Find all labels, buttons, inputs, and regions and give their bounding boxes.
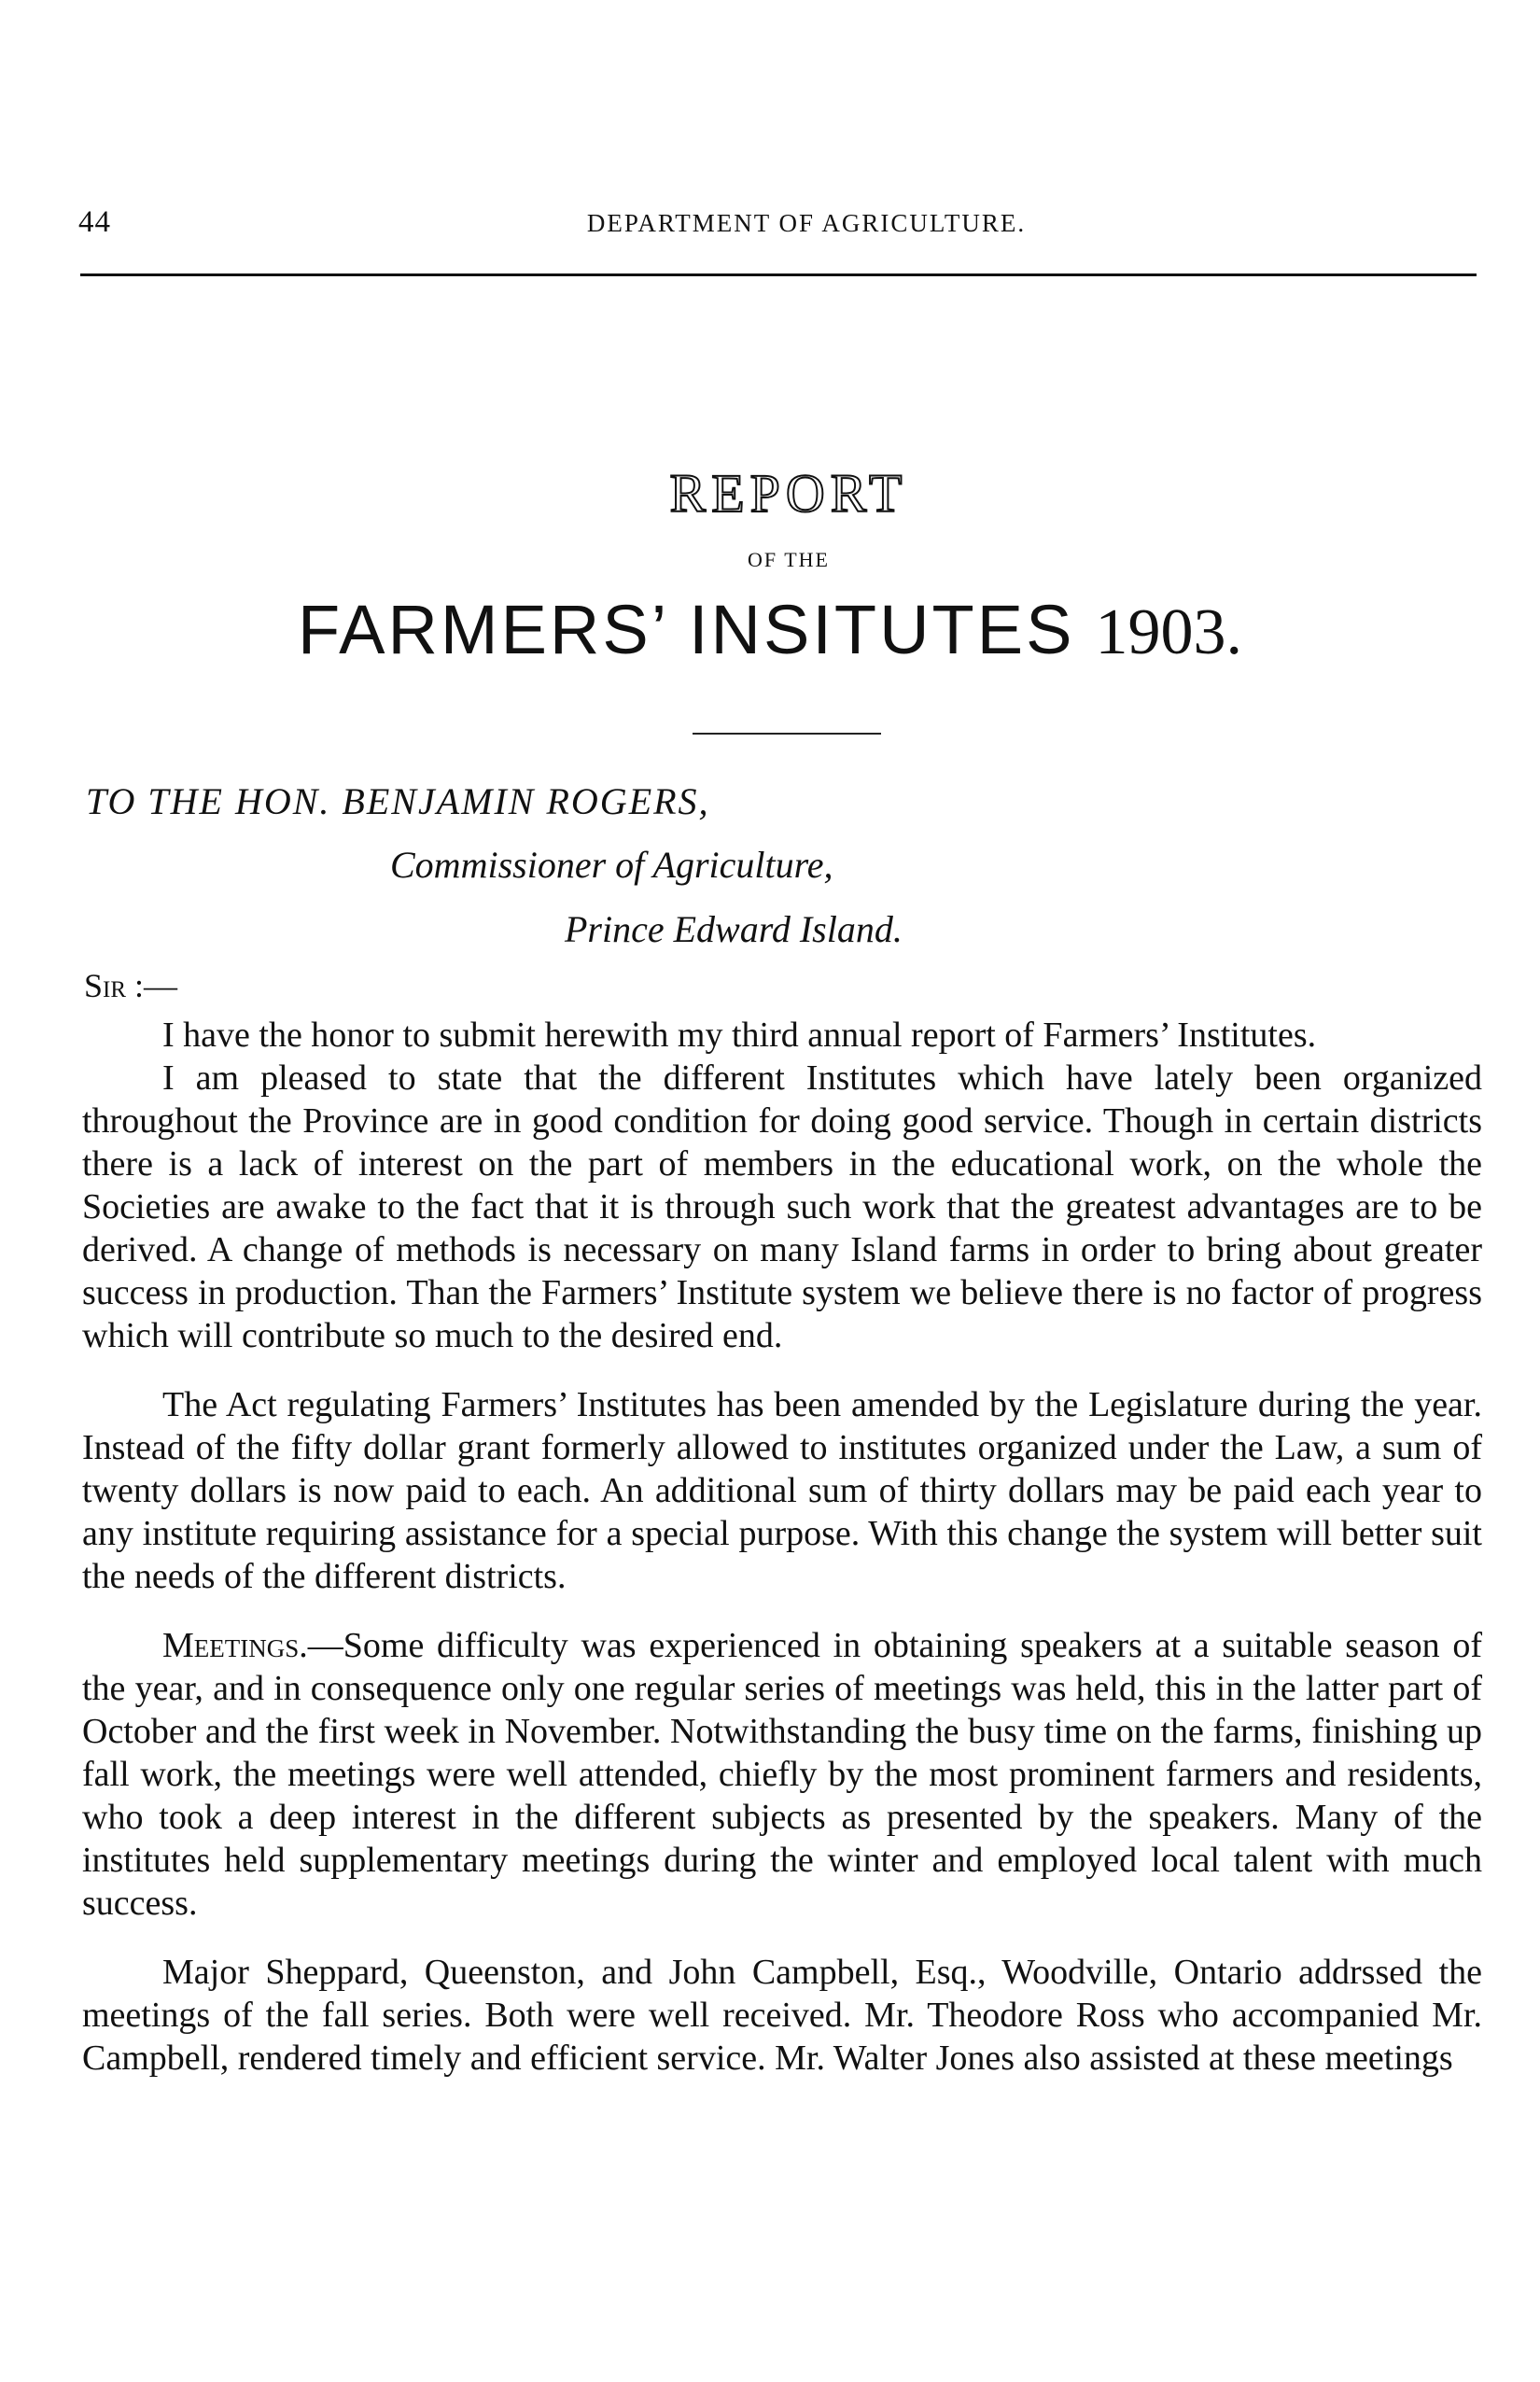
body-text xyxy=(82,1014,1482,2080)
address-line-2: Commissioner of Agriculture, xyxy=(390,844,833,886)
of-the-subheading: OF THE xyxy=(748,548,830,571)
main-title-text: FARMERS’ INSITUTES xyxy=(298,591,1075,668)
paragraph-4 xyxy=(82,1624,1482,1925)
address-line-3: Prince Edward Island. xyxy=(565,908,903,950)
salutation: Sir :— xyxy=(84,967,178,1004)
meetings-lead: Meetings. xyxy=(162,1626,308,1665)
title-rule xyxy=(693,733,881,735)
paragraph-3: The Act regulating Farmers’ Institutes has been amended by the Legislature during the year. Instead of the fifty dollar grant formerly allowed to institutes organized under the Law, a sum of twenty dollars is now paid to each. An additional sum of thirty dollars may be paid each year to any institute requiring assistance for a special purpose. With this change the system will better suit the needs of the different districts. xyxy=(82,1385,1482,1596)
report-heading: REPORT xyxy=(669,463,908,524)
paragraph-2: I am pleased to state that the different Institutes which have lately been organized throughout the Province are in good condition for doing good service. Though in certain districts there is a lack of interest on the part of members in the educational work, on the whole the Societies are awake to the fact that it is through such work that the greatest advantages are to be derived. A change of methods is necessary on many Island farms in order to bring about greater success in production. Than the Farmers’ Institute system we believe there is no factor of progress which will contribute so much to the desired end. xyxy=(82,1058,1482,1355)
page-number: 44 xyxy=(78,205,111,239)
main-title-year: 1903. xyxy=(1095,596,1242,668)
paragraph-4-text: —Some difficulty was experienced in obtaining speakers at a suitable season of the year, and in consequence only one regular series of meetings was held, this in the latter part of October and the first week in November. Notwithstanding the busy time on the farms, finishing up fall work, the meetings were well attended, chiefly by the most prominent farmers and residents, who took a deep interest in the different subjects as presented by the speakers. Many of the institutes held supplementary meetings during the winter and employed local talent with much success. xyxy=(82,1626,1482,1923)
main-title xyxy=(0,590,1540,670)
running-title: DEPARTMENT OF AGRICULTURE. xyxy=(586,209,1027,237)
running-head xyxy=(78,205,1478,243)
paragraph-5: Major Sheppard, Queenston, and John Campbell, Esq., Woodville, Ontario addrssed the meetings of the fall series. Both were well received. Mr. Theodore Ross who accompanied Mr. Campbell, rendered timely and efficient service. Mr. Walter Jones also assisted at these meetings xyxy=(82,1953,1482,2078)
address-line-1: TO THE HON. BENJAMIN ROGERS, xyxy=(86,780,710,822)
header-rule xyxy=(80,273,1477,276)
paragraph-1: I have the honor to submit herewith my third annual report of Farmers’ Institutes. xyxy=(162,1016,1317,1055)
